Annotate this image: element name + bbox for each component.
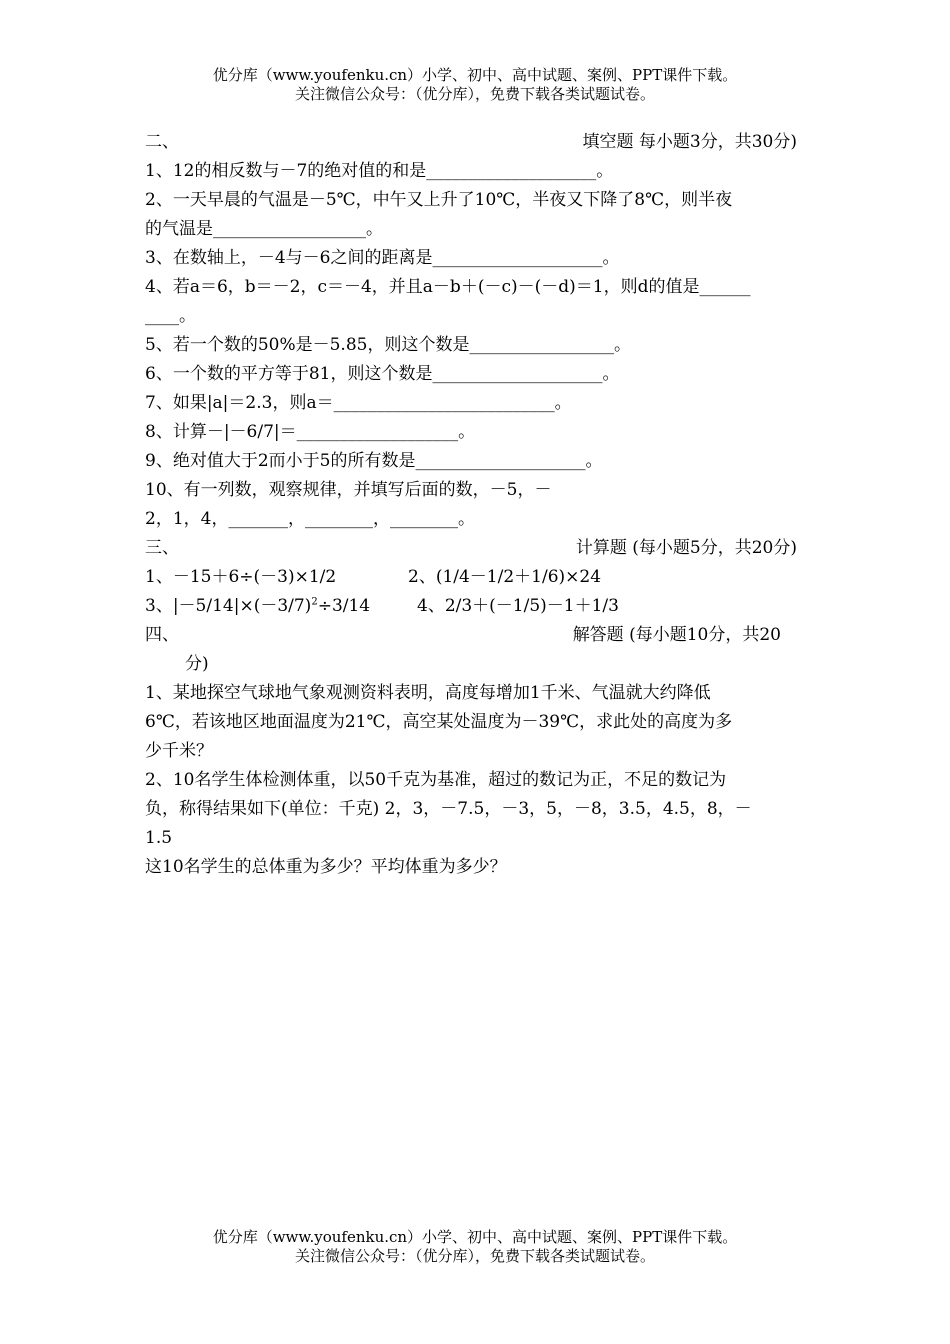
header-line-1: 优分库（www.youfenku.cn）小学、初中、高中试题、案例、PPT课件下载。 — [212, 66, 738, 84]
question-line: 2，1，4，_______，________，________。 — [145, 509, 475, 529]
section-2-title: 填空题 每小题3分，共30分) — [582, 132, 797, 152]
question-line: 5、若一个数的50%是－5.85，则这个数是_________________。 — [145, 335, 631, 355]
question-line: 的气温是__________________。 — [145, 219, 383, 239]
section-4-heading — [145, 621, 805, 650]
question-line: 1、某地探空气球地气象观测资料表明，高度每增加1千米、气温就大约降低 — [145, 683, 711, 703]
question-line: 1、12的相反数与－7的绝对值的和是____________________。 — [145, 161, 614, 181]
section-3-number: 三、 — [145, 538, 179, 558]
question-line: 6℃，若该地区地面温度为21℃，高空某处温度为－39℃，求此处的高度为多 — [145, 712, 733, 732]
section-3-heading — [145, 534, 805, 563]
section-4-title: 解答题 (每小题10分，共20 — [572, 625, 781, 645]
question-line: 4、若a＝6，b＝－2，c＝－4，并且a－b＋(－c)－(－d)＝1，则d的值是______ — [145, 277, 751, 297]
section-2-heading — [145, 128, 805, 157]
question-line: 1.5 — [145, 828, 173, 848]
calc-question-1: 1、－15＋6÷(－3)×1/2 — [145, 567, 337, 587]
question-line: 9、绝对值大于2而小于5的所有数是____________________。 — [145, 451, 603, 471]
exponent: 2 — [311, 596, 318, 608]
footer-line-2: 关注微信公众号：（优分库），免费下载各类试题试卷。 — [294, 1247, 655, 1265]
question-line: 8、计算－|－6/7|＝___________________。 — [145, 422, 476, 442]
question-line: 2、一天早晨的气温是－5℃，中午又上升了10℃，半夜又下降了8℃，则半夜 — [145, 190, 733, 210]
calc-question-3-tail: ÷3/14 — [317, 596, 371, 616]
section-4-title-continued: 分) — [185, 654, 209, 674]
page-footer — [0, 1228, 950, 1266]
calc-row-2 — [145, 592, 805, 621]
calc-row-1 — [145, 563, 805, 592]
question-line: 10、有一列数，观察规律，并填写后面的数，－5，－ — [145, 480, 552, 500]
question-line: 6、一个数的平方等于81，则这个数是____________________。 — [145, 364, 620, 384]
calc-question-3 — [145, 596, 370, 616]
section-2-number: 二、 — [145, 132, 179, 152]
footer-line-1: 优分库（www.youfenku.cn）小学、初中、高中试题、案例、PPT课件下载。 — [212, 1228, 738, 1246]
calc-question-3-main: 3、|－5/14|×(－3/7) — [145, 596, 312, 616]
header-line-2: 关注微信公众号：（优分库），免费下载各类试题试卷。 — [294, 85, 655, 103]
calc-question-4: 4、2/3＋(－1/5)－1＋1/3 — [417, 596, 619, 616]
question-line: 少千米？ — [145, 741, 213, 761]
section-3-title: 计算题 (每小题5分，共20分) — [575, 538, 797, 558]
calc-question-2: 2、(1/4－1/2＋1/6)×24 — [408, 567, 602, 587]
question-line: 3、在数轴上，－4与－6之间的距离是____________________。 — [145, 248, 620, 268]
question-line: 负，称得结果如下(单位：千克) 2，3，－7.5，－3，5，－8，3.5，4.5，8，－ — [145, 799, 752, 819]
question-line: ____。 — [145, 306, 196, 326]
section-4-number: 四、 — [145, 625, 179, 645]
question-line: 这10名学生的总体重为多少？平均体重为多少？ — [145, 857, 507, 877]
page-header — [0, 66, 950, 104]
exam-content — [145, 128, 805, 882]
question-line: 2、10名学生体检测体重，以50千克为基准，超过的数记为正，不足的数记为 — [145, 770, 727, 790]
question-line: 7、如果|a|＝2.3，则a＝__________________________。 — [145, 393, 572, 413]
